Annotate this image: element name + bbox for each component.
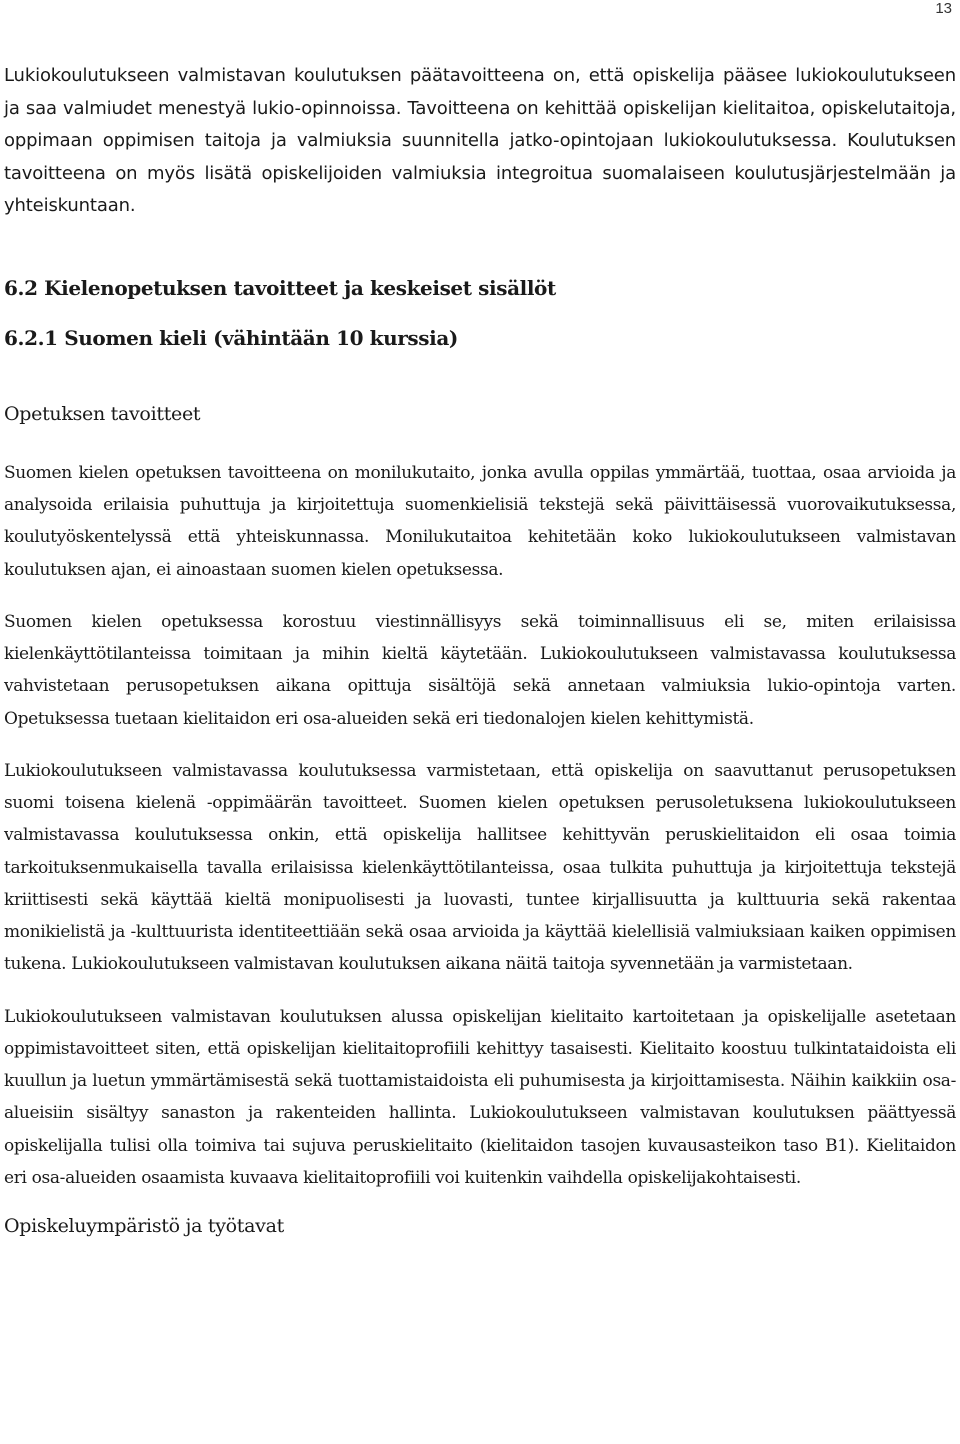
environment-heading: Opiskeluympäristö ja työtavat (4, 1215, 284, 1238)
document-body (4, 60, 956, 1240)
body-paragraph-3: Lukiokoulutukseen valmistavassa koulutuksessa varmistetaan, että opiskelija on saavuttanut perusopetuksen suomi toisena kielenä -oppimäärän tavoitteet. Suomen kielen opetuksen perusoletuksena lukiokoulutukseen valmistavassa koulutuksessa onkin, että opiskelija hallitsee kehittyvän peruskielitaidon eli osaa toimia tarkoituksenmukaisella tavalla erilaisissa kielenkäyttötilanteissa, osaa tulkita puhuttuja ja kirjoitettuja tekstejä kriittisesti sekä käyttää kieltä monipuolisesti ja luovasti, tuntee kirjallisuutta ja kulttuuria sekä rakentaa monikielistä ja -kulttuurista identiteettiään sekä osaa arvioida ja käyttää kielellisiä valmiuksiaan kaiken oppimisen tukena. Lukiokoulutukseen valmistavan koulutuksen aikana näitä taitoja syvennetään ja varmistetaan. (4, 760, 956, 975)
intro-paragraph: Lukiokoulutukseen valmistavan koulutuksen päätavoitteena on, että opiskelija pääsee lukiokoulutukseen ja saa valmiudet menestyä lukio-opinnoissa. Tavoitteena on kehittää opiskelijan kielitaitoa, opiskelutaitoja, oppimaan oppimisen taitoja ja valmiuksia suunnitella jatko-opintojaan lukiokoulutuksessa. Koulutuksen tavoitteena on myös lisätä opiskelijoiden valmiuksia integroitua suomalaiseen koulutusjärjestelmään ja yhteiskuntaan. (4, 65, 956, 217)
body-paragraph-1: Suomen kielen opetuksen tavoitteena on monilukutaito, jonka avulla oppilas ymmärtää, tuottaa, osaa arvioida ja analysoida erilaisia puhuttuja ja kirjoitettuja suomenkielisiä tekstejä sekä päivittäisessä vuorovaikutuksessa, koulutyöskentelyssä että yhteiskunnassa. Monilukutaitoa kehitetään koko lukiokoulutukseen valmistavan koulutuksen ajan, ei ainoastaan suomen kielen opetuksessa. (4, 462, 956, 580)
section-heading: 6.2 Kielenopetuksen tavoitteet ja keskeiset sisällöt (4, 275, 556, 300)
subsection-heading: 6.2.1 Suomen kieli (vähintään 10 kurssia) (4, 325, 458, 350)
body-paragraph-2: Suomen kielen opetuksessa korostuu viestinnällisyys sekä toiminnallisuus eli se, miten erilaisissa kielenkäyttötilanteissa toimitaan ja mihin kieltä käytetään. Lukiokoulutukseen valmistavassa koulutuksessa vahvistetaan perusopetuksen aikana opittuja sisältöjä sekä annetaan valmiuksia lukio-opintoja varten. Opetuksessa tuetaan kielitaidon eri osa-alueiden sekä eri tiedonalojen kielen kehittymistä. (4, 611, 956, 729)
goals-heading: Opetuksen tavoitteet (4, 402, 201, 425)
page-number: 13 (935, 0, 952, 17)
body-paragraph-4: Lukiokoulutukseen valmistavan koulutuksen alussa opiskelijan kielitaito kartoitetaan ja opiskelijalle asetetaan oppimistavoitteet siten, että opiskelijan kielitaitoprofiili kehittyy tasaisesti. Kielitaito koostuu tulkintataidoista eli kuullun ja luetun ymmärtämisestä sekä tuottamistaidoista eli puhumisesta ja kirjoittamisesta. Näihin kaikkiin osa-alueisiin sisältyy sanaston ja rakenteiden hallinta. Lukiokoulutukseen valmistavan koulutuksen päättyessä opiskelijalla tulisi olla toimiva tai sujuva peruskielitaito (kielitaidon tasojen kuvausasteikon taso B1). Kielitaidon eri osa-alueiden osaamista kuvaava kielitaitoprofiili voi kuitenkin vaihdella opiskelijakohtaisesti. (4, 1006, 956, 1188)
